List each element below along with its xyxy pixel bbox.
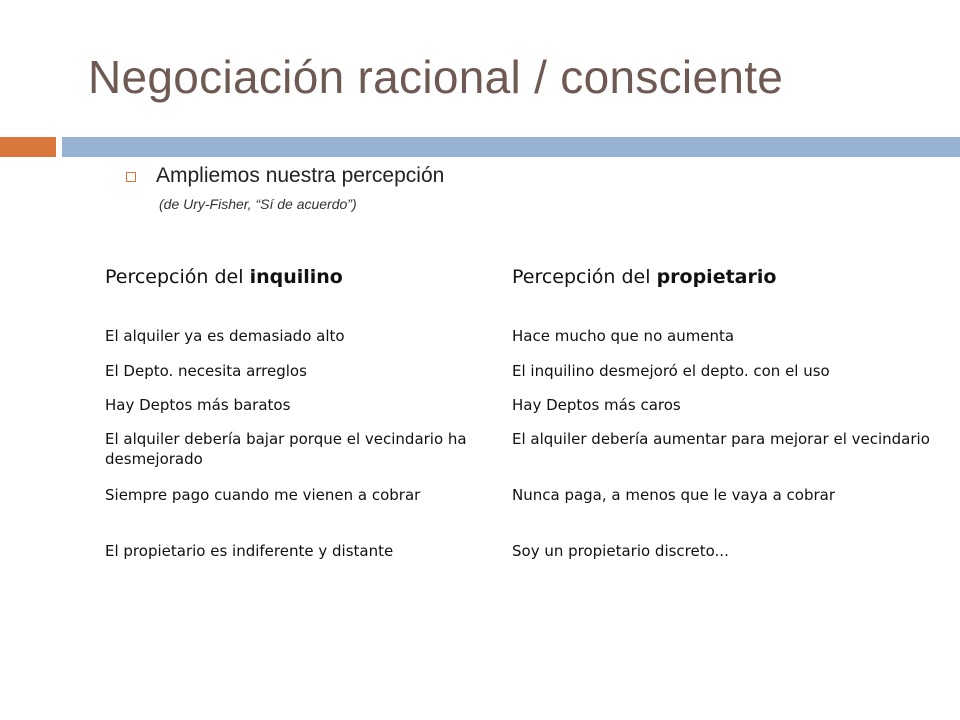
owner-cell: El alquiler debería aumentar para mejorar el vecindario [512, 430, 930, 448]
owner-cell: Nunca paga, a menos que le vaya a cobrar [512, 486, 835, 504]
square-bullet-icon [126, 172, 136, 182]
header-tenant: Percepción del inquilino [105, 266, 343, 288]
bullet-source-note: (de Ury-Fisher, “Sí de acuerdo”) [159, 196, 357, 212]
bullet-item [126, 164, 444, 188]
tenant-cell: Hay Deptos más baratos [105, 396, 291, 414]
tenant-cell: El propietario es indiferente y distante [105, 542, 394, 560]
tenant-cell: Siempre pago cuando me vienen a cobrar [105, 486, 421, 504]
header-owner: Percepción del propietario [512, 266, 777, 288]
accent-bar-orange [0, 137, 56, 157]
tenant-cell: El Depto. necesita arreglos [105, 362, 307, 380]
bullet-text: Ampliemos nuestra percepción [156, 164, 445, 187]
accent-bar-blue [62, 137, 960, 157]
owner-cell: Soy un propietario discreto... [512, 542, 729, 560]
owner-cell: El inquilino desmejoró el depto. con el uso [512, 362, 830, 380]
tenant-cell: El alquiler ya es demasiado alto [105, 327, 345, 345]
owner-cell: Hay Deptos más caros [512, 396, 681, 414]
owner-cell: Hace mucho que no aumenta [512, 327, 735, 345]
tenant-cell: El alquiler debería bajar porque el vecindario ha desmejorado [105, 430, 467, 468]
slide-title: Negociación racional / consciente [88, 51, 784, 103]
